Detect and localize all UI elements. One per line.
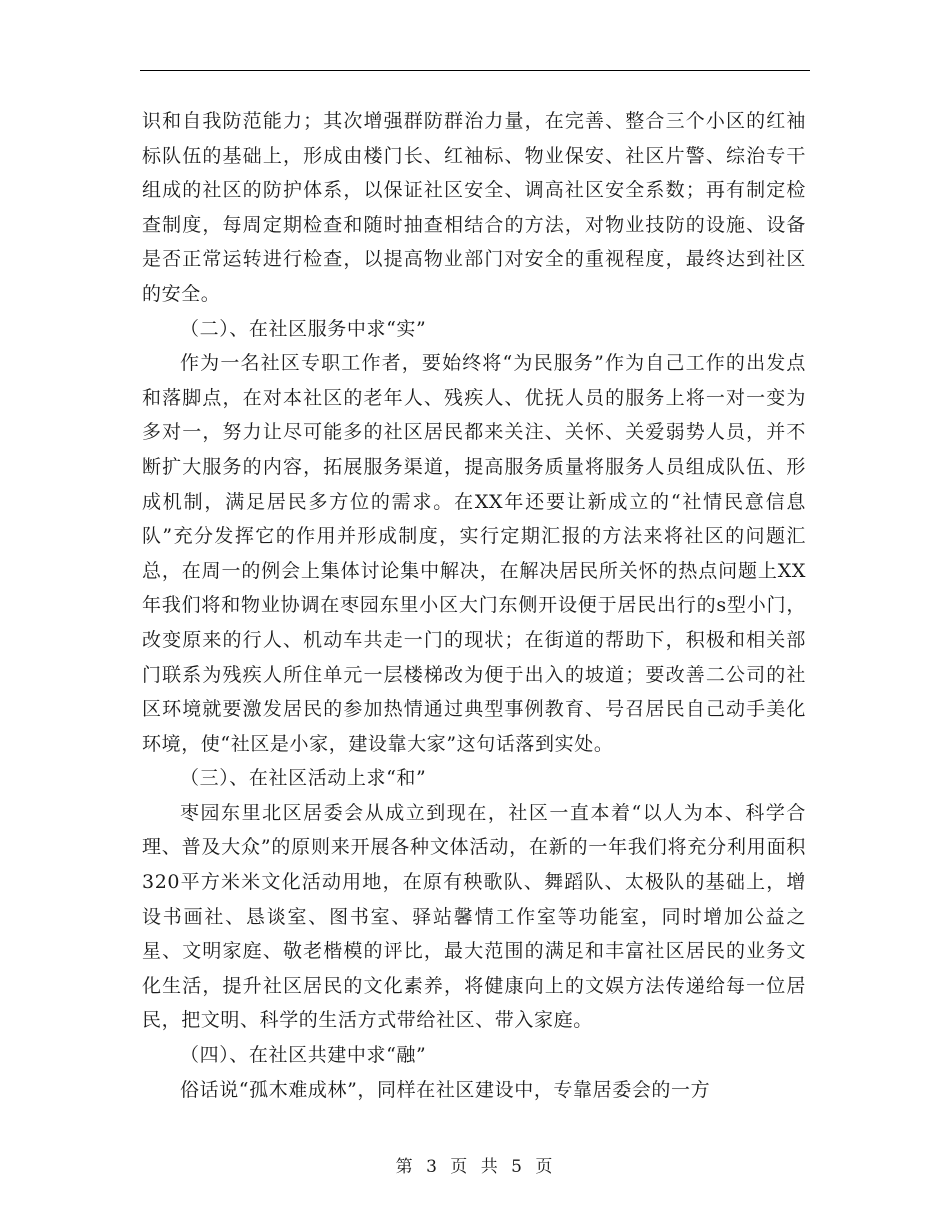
paragraph-service: 作为一名社区专职工作者，要始终将“为民服务”作为自己工作的出发点和落脚点，在对本社区的老年人、残疾人、优抚人员的服务上将一对一变为多对一，努力让尽可能多的社区居民都来关注、关怀、关爱弱势人员，并不断扩大服务的内容，拓展服务渠道，提高服务质量将服务人员组成队伍、形成机制，满足居民多方位的需求。在XX年还要让新成立的“社情民意信息队”充分发挥它的作用并形成制度，实行定期汇报的方法来将社区的问题汇总，在周一的例会上集体讨论集中解决，在解决居民所关怀的热点问题上XX年我们将和物业协调在枣园东里小区大门东侧开设便于居民出行的s型小门，改变原来的行人、机动车共走一门的现状；在街道的帮助下，积极和相关部门联系为残疾人所住单元一层楼梯改为便于出入的坡道；要改善二公司的社区环境就要激发居民的参加热情通过典型事例教育、号召居民自己动手美化环境，使“社区是小家，建设靠大家”这句话落到实处。	[142, 352, 806, 755]
section-heading-co-building: （四）、在社区共建中求“融”	[180, 1044, 427, 1067]
paragraph-activities: 枣园东里北区居委会从成立到现在，社区一直本着“以人为本、科学合理、普及大众”的原则来开展各种文体活动，在新的一年我们将充分利用面积320平方米米文化活动用地，在原有秧歌队、舞蹈队、太极队的基础上，增设书画社、恳谈室、图书室、驿站馨情工作室等功能室，同时增加公益之星、文明家庭、敬老楷模的评比，最大范围的满足和丰富社区居民的业务文化生活，提升社区居民的文化素养，将健康向上的文娱方法传递给每一位居民，把文明、科学的生活方式带给社区、带入家庭。	[142, 801, 806, 1032]
page-number-footer: 第 3 页 共 5 页	[395, 1157, 555, 1177]
section-heading-activities: （三）、在社区活动上求“和”	[180, 767, 427, 790]
paragraph-co-building: 俗话说“孤木难成林”，同样在社区建设中，专靠居委会的一方	[180, 1078, 711, 1101]
paragraph-continuation: 识和自我防范能力；其次增强群防群治力量，在完善、整合三个小区的红袖标队伍的基础上，形成由楼门长、红袖标、物业保安、社区片警、综治专干组成的社区的防护体系，以保证社区安全、调高社区安全系数；再有制定检查制度，每周定期检查和随时抽查相结合的方法，对物业技防的设施、设备是否正常运转进行检查，以提高物业部门对安全的重视程度，最终达到社区的安全。	[142, 110, 806, 305]
document-body	[142, 104, 806, 1107]
section-heading-service: （二）、在社区服务中求“实”	[180, 317, 427, 340]
header-rule	[140, 70, 810, 71]
